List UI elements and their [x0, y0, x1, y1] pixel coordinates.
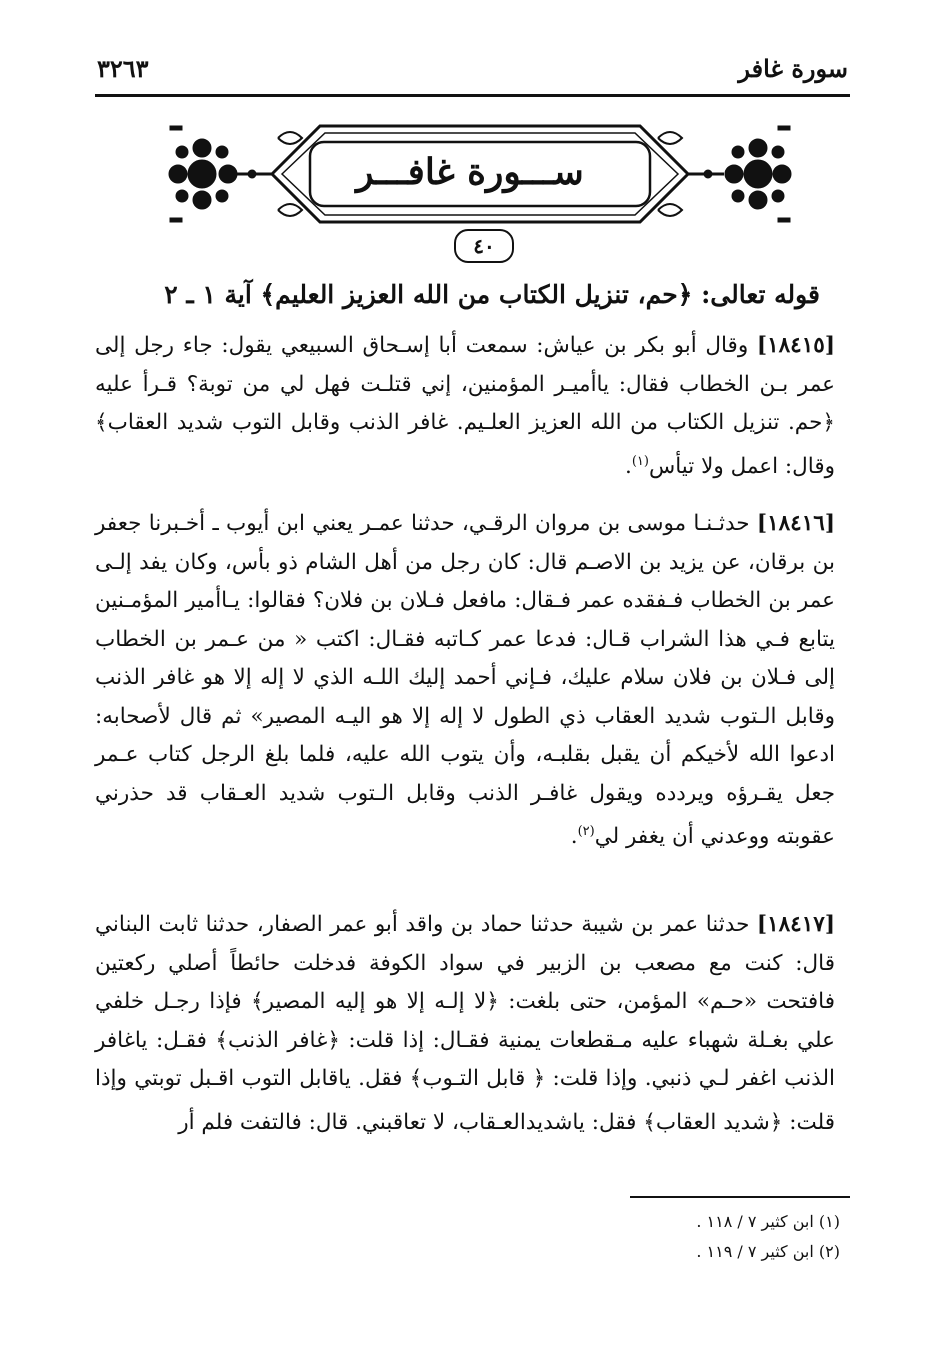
surah-title: ســـورة غافـــر	[356, 151, 584, 193]
hadith-text: وقال أبو بكر بن عياش: سمعت أبا إسـحاق السبيعي يقول: جاء رجل إلى عمر بـن الخطاب فقال: ياأميـر المؤمنين، إني قتلـت فهل لي من توبة؟ قـرأ عليه ﴿حم. تنزيل الكتاب من الله العزيز العلـيم. غافر الذنب وقابل التوب شديد العقاب﴾ وقال: اعمل ولا تيأس	[95, 333, 835, 479]
hadith-paragraph	[95, 327, 835, 486]
footnote: (٢) ابن كثير ٧ / ١١٩ .	[696, 1242, 840, 1261]
running-title: سورة غافر	[738, 54, 848, 83]
hadith-tail: .	[570, 824, 578, 850]
hadith-number: [١٨٤١٧]	[756, 912, 835, 937]
footnote: (١) ابن كثير ٧ / ١١٨ .	[696, 1212, 840, 1231]
hadith-number: [١٨٤١٦]	[756, 511, 835, 536]
hadith-text: حدثنا عمر بن شيبة حدثنا حماد بن واقد أبو عمر الصفار، حدثنا ثابت البناني قال: كنت مع مصعب بن الزبير في سواد الكوفة فدخلت حائطاً أصلي ركعتين فافتحت «حـم» المؤمن، حتى بلغت: ﴿لا إلـه إلا هو إليه المصير﴾ فإذا رجـل خلفي علي بغـلة شهباء عليه مـقطعات يمنية فقـال: إذا قلت: ﴿غافر الذنب﴾ فقـل: ياغافر الذنب اغفر لـي ذنبي. وإذا قلت: ﴿ قابل التـوب﴾ فقل. ياقابل التوب اقـبل توبتي وإذا قلت: ﴿شديد العقاب﴾ فقل: ياشديدالعـقاب، لا تعاقبني. قال: فالتفت فلم أر	[95, 912, 835, 1135]
hadith-number: [١٨٤١٥]	[756, 333, 835, 358]
footnote-ref: (١)	[631, 453, 649, 469]
hadith-tail: .	[625, 453, 632, 479]
page-header	[95, 48, 850, 97]
page-number: ٣٢٦٣	[97, 54, 149, 83]
verse-heading: قوله تعالى: ﴿حم، تنزيل الكتاب من الله العزيز العليم﴾ آية ١ ـ ٢	[164, 280, 820, 309]
hadith-paragraph	[95, 906, 835, 1142]
hadith-paragraph	[95, 505, 835, 857]
hadith-text: حدثـنـا موسى بن مروان الرقـي، حدثنا عمـر يعني ابن أيوب ـ أخـبرنا جعفر بن برقان، عن يزيد بن الاصـم قال: كان رجل من أهل الشام ذو بأس، وكان يفد إلـى عمر بن الخطاب فـفقده عمر فـقال: مافعل فـلان بن فلان؟ فقالوا: يـاأمير المؤمـنين يتابع فـي هذا الشراب قـال: فدعا عمر كـاتبه فقـال: اكتب « من عـمر بن الخطاب إلى فـلان بن فلان سلام عليك، فـإني أحمد إليك اللـه الذي لا إله إلا هو غافر الذنب وقابل الـتوب شديد العقاب ذي الطول لا إله إلا هو اليـه المصير» ثم قال لأصحابه: ادعوا الله لأخيكم أن يقبل بقلبـه، وأن يتوب الله عليه، فلما بلغ الرجل كتاب عـمر جعل يقـرؤه ويردده ويقول غافـر الذنب وقابل الـتوب شديد العـقاب قد حذرني عقوبته ووعدني أن يغفر لي	[95, 511, 835, 850]
footnote-ref: (٢)	[577, 824, 595, 839]
surah-number: ٤٠	[454, 229, 514, 263]
footnote-divider	[630, 1196, 850, 1198]
